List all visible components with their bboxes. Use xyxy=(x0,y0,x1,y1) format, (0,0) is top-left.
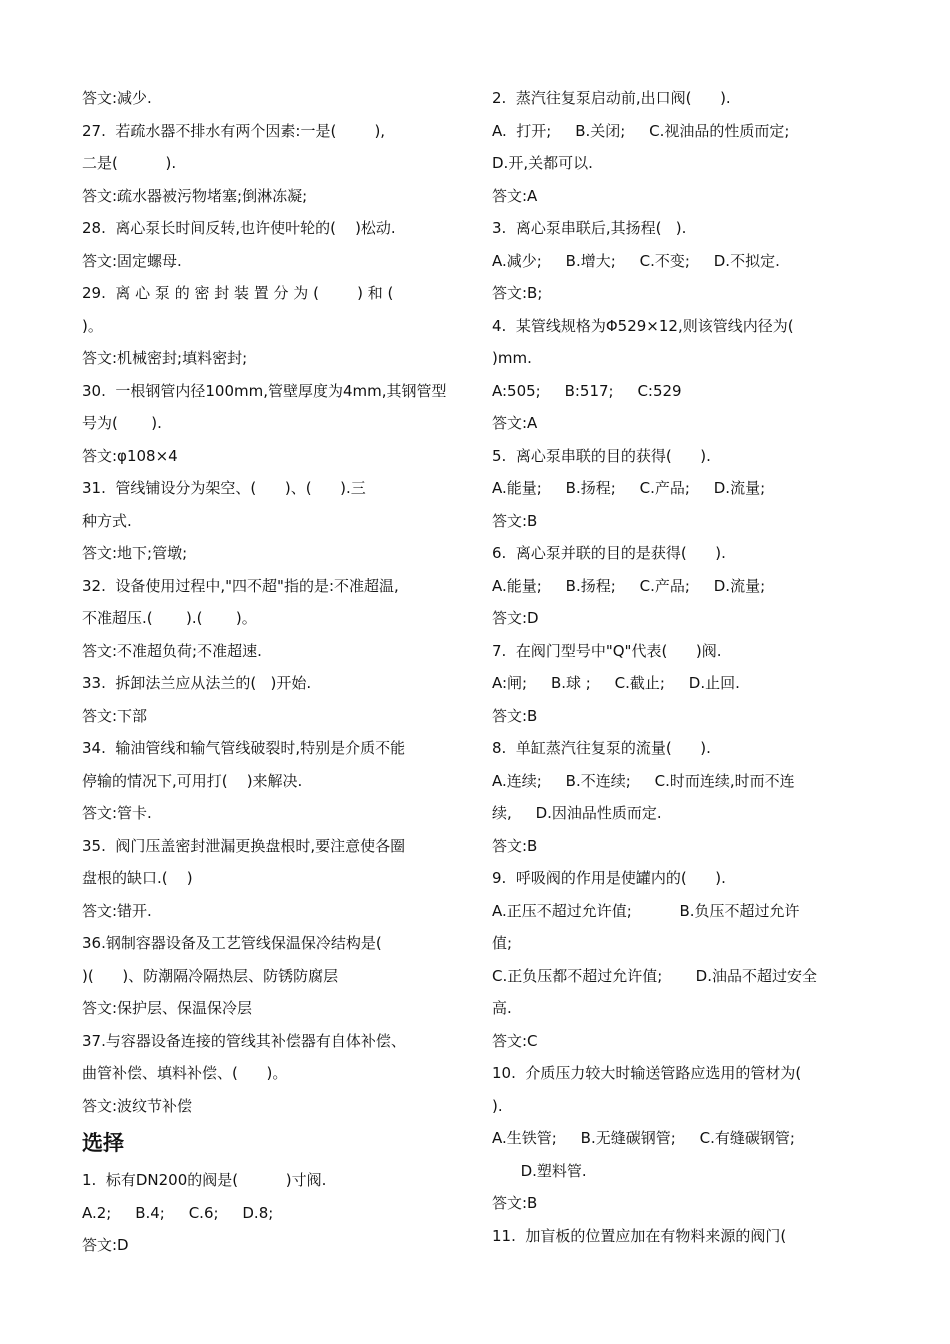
text-line: A.2; B.4; C.6; D.8; xyxy=(82,1203,274,1222)
text-line: 种方式. xyxy=(82,511,132,530)
text-line: 答文:下部 xyxy=(82,706,148,725)
text-line: 4. 某管线规格为Φ529×12,则该管线内径为( xyxy=(492,316,794,335)
text-line: 35. 阀门压盖密封泄漏更换盘根时,要注意使各圈 xyxy=(82,836,406,855)
text-line: )mm. xyxy=(492,349,532,367)
text-line: 6. 离心泵并联的目的是获得( ). xyxy=(492,544,726,562)
text-line: 答文:疏水器被污物堵塞;倒淋冻凝; xyxy=(82,186,308,205)
text-line: A.连续; B.不连续; C.时而连续,时而不连 xyxy=(492,771,795,790)
text-line: 9. 呼吸阀的作用是使罐内的( ). xyxy=(492,869,726,887)
text-line: 答文:B xyxy=(492,836,538,855)
text-line: A. 打开; B.关闭; C.视油品的性质而定; xyxy=(492,121,790,140)
text-line: 二是( ). xyxy=(82,154,177,172)
text-line: 答文:地下;管墩; xyxy=(82,544,188,562)
text-line: 答文:B xyxy=(492,1194,538,1212)
right-column-lines xyxy=(492,82,877,1252)
text-line: 答文:D xyxy=(82,1236,129,1254)
text-line: A.减少; B.增大; C.不变; D.不拟定. xyxy=(492,251,780,270)
text-line: 37.与容器设备连接的管线其补偿器有自体补偿、 xyxy=(82,1031,406,1050)
text-line: 答文:波纹节补偿 xyxy=(82,1096,193,1115)
text-line: D.塑料管. xyxy=(492,1161,587,1180)
text-line: 曲管补偿、填料补偿、( )。 xyxy=(82,1064,288,1082)
text-line: 7. 在阀门型号中"Q"代表( )阀. xyxy=(492,641,722,660)
text-line: 答文:A xyxy=(492,414,538,432)
text-line: 答文:机械密封;填料密封; xyxy=(82,349,248,367)
text-line: 值; xyxy=(492,934,513,952)
text-line: 盘根的缺口.( ) xyxy=(82,869,193,887)
text-line: A.正压不超过允许值; B.负压不超过允许 xyxy=(492,901,800,920)
text-line: 号为( ). xyxy=(82,414,162,432)
text-line: D.开,关都可以. xyxy=(492,154,593,172)
text-line: 34. 输油管线和输气管线破裂时,特别是介质不能 xyxy=(82,739,406,757)
text-line: 3. 离心泵串联后,其扬程( ). xyxy=(492,219,687,237)
right-column xyxy=(492,82,877,1252)
text-line: 答文:减少. xyxy=(82,89,152,107)
text-line: 停输的情况下,可用打( )来解决. xyxy=(82,771,303,790)
text-line: A:505; B:517; C:529 xyxy=(492,381,682,400)
text-line: 30. 一根钢管内径100mm,管壁厚度为4mm,其钢管型 xyxy=(82,381,447,400)
text-line: )( )、防潮隔冷隔热层、防锈防腐层 xyxy=(82,966,339,985)
text-line: 答文:D xyxy=(492,609,539,627)
text-line: A.能量; B.扬程; C.产品; D.流量; xyxy=(492,479,766,497)
text-line: 5. 离心泵串联的目的获得( ). xyxy=(492,446,711,465)
text-line: A.能量; B.扬程; C.产品; D.流量; xyxy=(492,576,766,595)
text-line: 1. 标有DN200的阀是( )寸阀. xyxy=(82,1171,327,1189)
left-column-after-heading xyxy=(82,1164,467,1262)
text-line: 32. 设备使用过程中,"四不超"指的是:不准超温, xyxy=(82,576,399,595)
text-line: ). xyxy=(492,1096,503,1115)
text-line: 答文:φ108×4 xyxy=(82,446,178,465)
text-line: A.生铁管; B.无缝碳钢管; C.有缝碳钢管; xyxy=(492,1129,795,1147)
text-line: 答文:不准超负荷;不准超速. xyxy=(82,641,262,660)
text-line: 答文:B; xyxy=(492,284,543,302)
text-line: 27. 若疏水器不排水有两个因素:一是( ), xyxy=(82,121,386,140)
text-line: 答文:B xyxy=(492,706,538,725)
text-line: 答文:C xyxy=(492,1031,538,1050)
left-column xyxy=(82,82,467,1262)
text-line: 2. 蒸汽往复泵启动前,出口阀( ). xyxy=(492,89,731,107)
text-line: 10. 介质压力较大时输送管路应选用的管材为( xyxy=(492,1064,802,1082)
text-line: 答文:保护层、保温保冷层 xyxy=(82,999,253,1017)
text-line: 36.钢制容器设备及工艺管线保温保冷结构是( xyxy=(82,934,382,952)
text-line: 答文:固定螺母. xyxy=(82,251,182,270)
text-line: 33. 拆卸法兰应从法兰的( )开始. xyxy=(82,674,312,692)
text-line: C.正负压都不超过允许值; D.油品不超过安全 xyxy=(492,966,817,985)
text-line: 29. 离 心 泵 的 密 封 装 置 分 为 ( ) 和 ( xyxy=(82,284,394,302)
text-line: 不准超压.( ).( )。 xyxy=(82,609,257,627)
text-line: 答文:A xyxy=(492,186,538,205)
text-line: 高. xyxy=(492,999,512,1017)
text-line: 答文:错开. xyxy=(82,901,152,920)
text-line: 续, D.因油品性质而定. xyxy=(492,804,662,822)
text-line: 11. 加盲板的位置应加在有物料来源的阀门( xyxy=(492,1226,787,1245)
text-line: 8. 单缸蒸汽往复泵的流量( ). xyxy=(492,739,711,757)
section-heading: 选择 xyxy=(82,1131,124,1155)
text-line: )。 xyxy=(82,316,103,335)
text-line: 答文:B xyxy=(492,511,538,530)
text-line: 31. 管线铺设分为架空、( )、( ).三 xyxy=(82,479,366,497)
text-line: 28. 离心泵长时间反转,也许使叶轮的( )松动. xyxy=(82,219,396,237)
text-line: A:闸; B.球 ; C.截止; D.止回. xyxy=(492,674,740,692)
text-line: 答文:管卡. xyxy=(82,804,152,822)
left-column-lines xyxy=(82,82,467,1122)
